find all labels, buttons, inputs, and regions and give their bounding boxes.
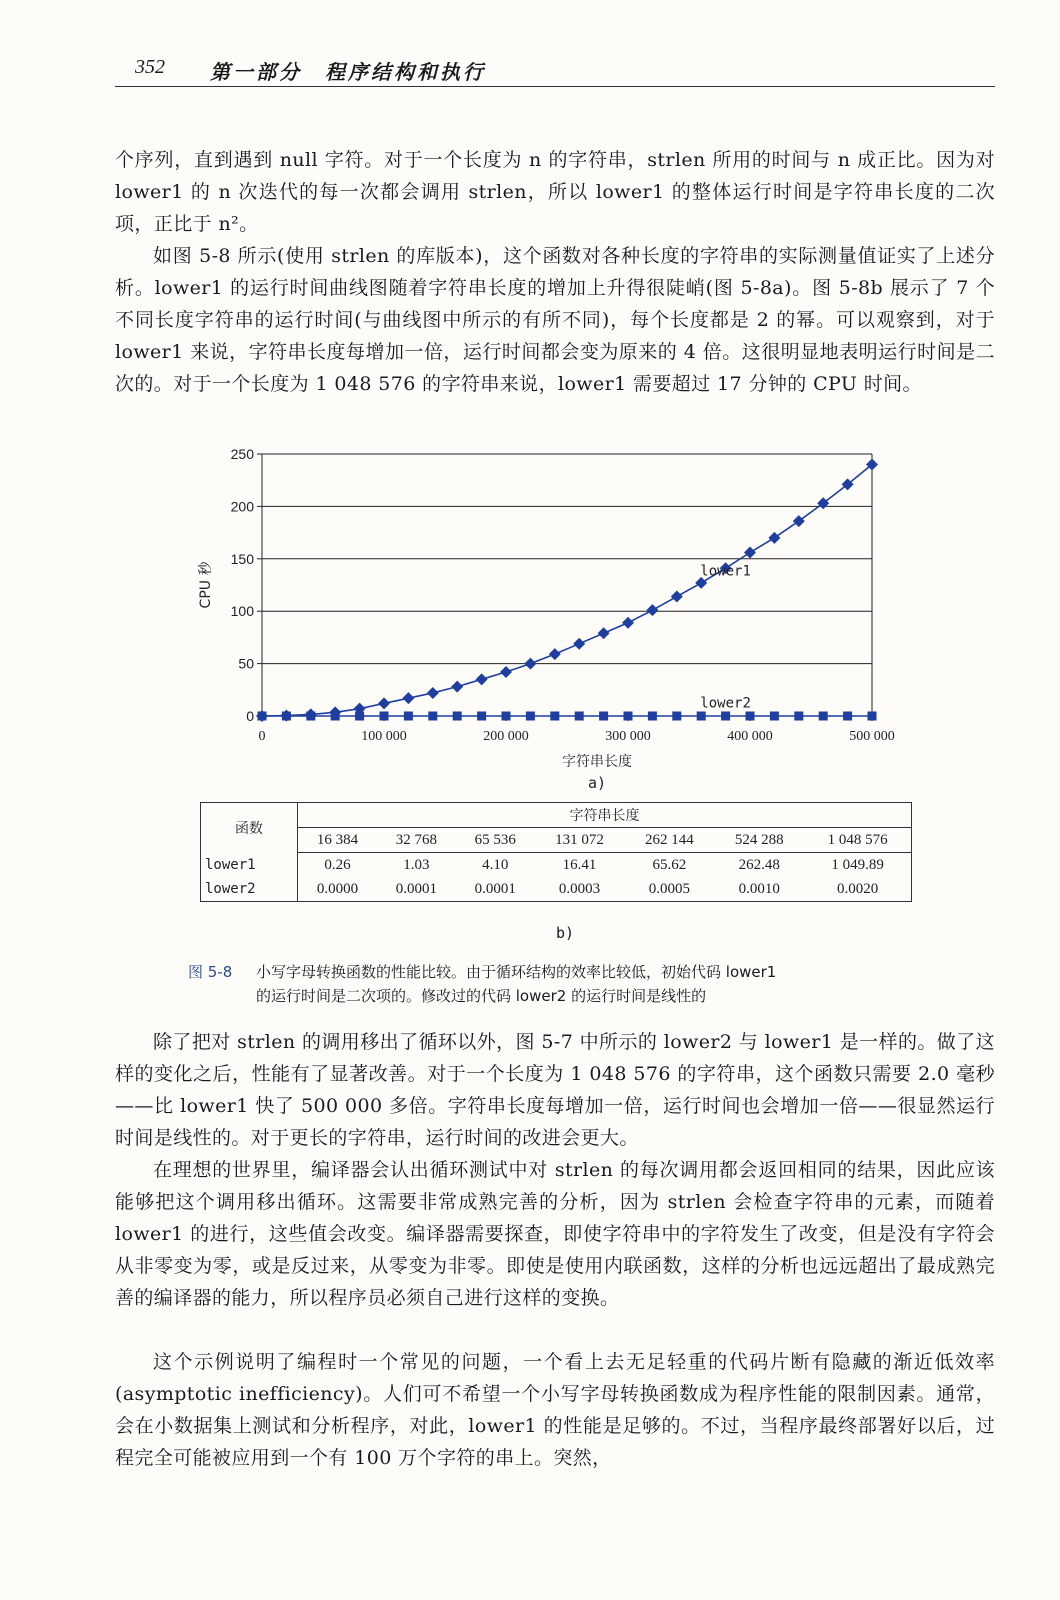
data-point-lower1 (427, 687, 439, 699)
value-cell: 0.0003 (558, 880, 601, 897)
x-tick-label: 300 000 (605, 729, 651, 744)
y-tick-label: 200 (230, 498, 254, 515)
data-point-lower1 (598, 627, 610, 639)
data-point-lower2 (697, 712, 706, 721)
value-cell: 65.62 (652, 856, 687, 873)
page-header (115, 52, 995, 87)
size-cell: 16 384 (298, 828, 378, 853)
y-tick-label: 100 (230, 603, 254, 620)
value-cell: 1.03 (403, 856, 430, 873)
data-point-lower2 (380, 712, 389, 721)
chart-grid (262, 454, 872, 716)
data-point-lower1 (622, 617, 634, 629)
chart-axes (257, 454, 872, 721)
data-point-lower2 (599, 712, 608, 721)
data-point-lower1 (402, 692, 414, 704)
data-point-lower2 (477, 712, 486, 721)
value-cell: 0.0001 (474, 880, 516, 897)
y-tick-label: 0 (246, 708, 254, 724)
runtime-line-chart (190, 448, 910, 793)
data-point-lower2 (624, 712, 633, 721)
y-tick-label: 250 (230, 448, 254, 462)
x-tick-label: 200 000 (483, 729, 529, 744)
size-row (201, 828, 912, 853)
data-point-lower2 (282, 712, 291, 721)
data-point-lower1 (646, 604, 658, 616)
data-point-lower1 (768, 532, 780, 544)
data-point-lower1 (451, 681, 463, 693)
data-point-lower1 (500, 666, 512, 678)
data-point-lower1 (744, 547, 756, 559)
size-cell: 1 048 576 (804, 828, 911, 853)
chapter-title: 程序结构和执行 (325, 62, 486, 84)
chart-series (256, 458, 878, 722)
value-cell: 0.0000 (316, 880, 359, 897)
paragraph-3: 除了把对 strlen 的调用移出了循环以外，图 5-7 中所示的 lower2 与 lower1 是一样的。做了这样的变化之后，性能有了显著改善。对于一个长度为 1 048 576 的字符串，这个函数只需要 2.0 毫秒——比 lower1 快了 500 000 多倍。字符串长度每增加一倍，运行时间也会增加一倍——很显然运行时间是线性的。对于更长的字符串，运行时间的改进会更大。 (115, 1031, 995, 1149)
data-point-lower1 (549, 648, 561, 660)
data-point-lower1 (524, 658, 536, 670)
data-point-lower2 (746, 712, 755, 721)
value-cell: 4.10 (482, 856, 509, 873)
page-number: 352 (135, 56, 165, 78)
caption-line-2: 的运行时间是二次项的。修改过的代码 lower2 的运行时间是线性的 (256, 987, 707, 1005)
chart-labels (197, 448, 895, 792)
data-point-lower2 (648, 712, 657, 721)
table-sub-label: b) (556, 924, 575, 942)
data-point-lower1 (671, 591, 683, 603)
y-tick-label: 50 (238, 655, 254, 672)
value-cell: 0.0010 (738, 880, 780, 897)
series-line-lower1 (262, 464, 872, 716)
data-point-lower1 (573, 638, 585, 650)
x-axis-title: 字符串长度 (562, 754, 632, 770)
data-point-lower2 (502, 712, 511, 721)
runtime-table (200, 802, 912, 902)
function-header: 函数 (201, 803, 298, 853)
value-cell: 1 049.89 (831, 856, 884, 873)
data-point-lower2 (306, 712, 315, 721)
chart-sub-label: a) (587, 774, 607, 792)
data-point-lower2 (355, 712, 364, 721)
data-point-lower2 (453, 712, 462, 721)
data-point-lower2 (526, 712, 535, 721)
length-header: 字符串长度 (298, 803, 912, 828)
size-cell: 262 144 (624, 828, 714, 853)
value-cell: 262.48 (738, 856, 780, 873)
data-point-lower2 (428, 712, 437, 721)
data-point-lower2 (770, 712, 779, 721)
data-point-lower2 (404, 712, 413, 721)
data-point-lower2 (819, 712, 828, 721)
value-cell: 0.0001 (395, 880, 438, 897)
caption-line-1: 小写字母转换函数的性能比较。由于循环结构的效率比较低，初始代码 lower1 (256, 963, 777, 981)
size-cell: 65 536 (456, 828, 535, 853)
series-label-lower2: lower2 (700, 695, 751, 712)
table-row (201, 853, 912, 878)
table-row (201, 877, 912, 902)
x-tick-label: 100 000 (361, 729, 407, 744)
size-cell: 32 768 (377, 828, 456, 853)
value-cell: 0.0020 (836, 880, 879, 897)
paragraph-5: 这个示例说明了编程时一个常见的问题，一个看上去无足轻重的代码片断有隐藏的渐近低效率(asymptotic inefficiency)。人们可不希望一个小写字母转换函数成为程序性能的限制因素。通常，会在小数据集上测试和分析程序，对此，lower1 的性能是足够的。不过，当程序最终部署好以后，过程完全可能被应用到一个有 100 万个字符的串上。突然， (115, 1351, 995, 1469)
data-point-lower2 (794, 712, 803, 721)
part-title: 第一部分 (210, 62, 302, 84)
data-point-lower2 (721, 712, 730, 721)
y-tick-label: 150 (230, 550, 254, 567)
function-name: lower2 (201, 877, 298, 902)
data-point-lower2 (331, 712, 340, 721)
function-name: lower1 (201, 853, 298, 878)
value-cell: 0.26 (324, 856, 351, 873)
y-axis-title: CPU 秒 (198, 561, 214, 609)
paragraph-1: 个序列，直到遇到 null 字符。对于一个长度为 n 的字符串，strlen 所用的时间与 n 成正比。因为对 lower1 的 n 次迭代的每一次都会调用 strlen，所以 lower1 的整体运行时间是字符串长度的二次项，正比于 n²。 (115, 149, 995, 235)
x-tick-label: 500 000 (849, 729, 895, 744)
value-cell: 0.0005 (648, 880, 691, 897)
figure-caption (188, 960, 968, 1008)
size-cell: 524 288 (714, 828, 804, 853)
value-cell: 16.41 (562, 856, 597, 873)
figure-number: 图 5-8 (188, 963, 233, 981)
paragraph-4: 在理想的世界里，编译器会认出循环测试中对 strlen 的每次调用都会返回相同的结果，因此应该能够把这个调用移出循环。这需要非常成熟完善的分析，因为 strlen 会检查字符串的元素，而随着 lower1 的进行，这些值会改变。编译器需要探查，即使字符串中的字符发生了改变，但是没有字符会从非零变为零，或是反过来，从零变为非零。即使是使用内联函数，这样的分析也远远超出了最成熟完善的编译器的能力，所以程序员必须自己进行这样的变换。 (115, 1159, 995, 1309)
x-tick-label: 0 (258, 729, 266, 744)
data-point-lower2 (258, 712, 267, 721)
data-point-lower2 (672, 712, 681, 721)
data-point-lower1 (793, 515, 805, 527)
data-point-lower1 (378, 697, 390, 709)
series-label-lower1: lower1 (700, 563, 751, 580)
data-point-lower2 (550, 712, 559, 721)
data-point-lower2 (843, 712, 852, 721)
x-tick-label: 400 000 (727, 729, 773, 744)
paragraph-2: 如图 5-8 所示(使用 strlen 的库版本)，这个函数对各种长度的字符串的实际测量值证实了上述分析。lower1 的运行时间曲线图随着字符串长度的增加上升得很陡峭(图 5-8a)。图 5-8b 展示了 7 个不同长度字符串的运行时间(与曲线图中所示的有所不同)，每个长度都是 2 的幂。可以观察到，对于 lower1 来说，字符串长度每增加一倍，运行时间都会变为原来的 4 倍。这很明显地表明运行时间是二次的。对于一个长度为 1 048 576 的字符串来说，lower1 需要超过 17 分钟的 CPU 时间。 (115, 245, 995, 395)
data-point-lower2 (868, 712, 877, 721)
data-point-lower2 (575, 712, 584, 721)
data-point-lower1 (476, 673, 488, 685)
size-cell: 131 072 (535, 828, 625, 853)
